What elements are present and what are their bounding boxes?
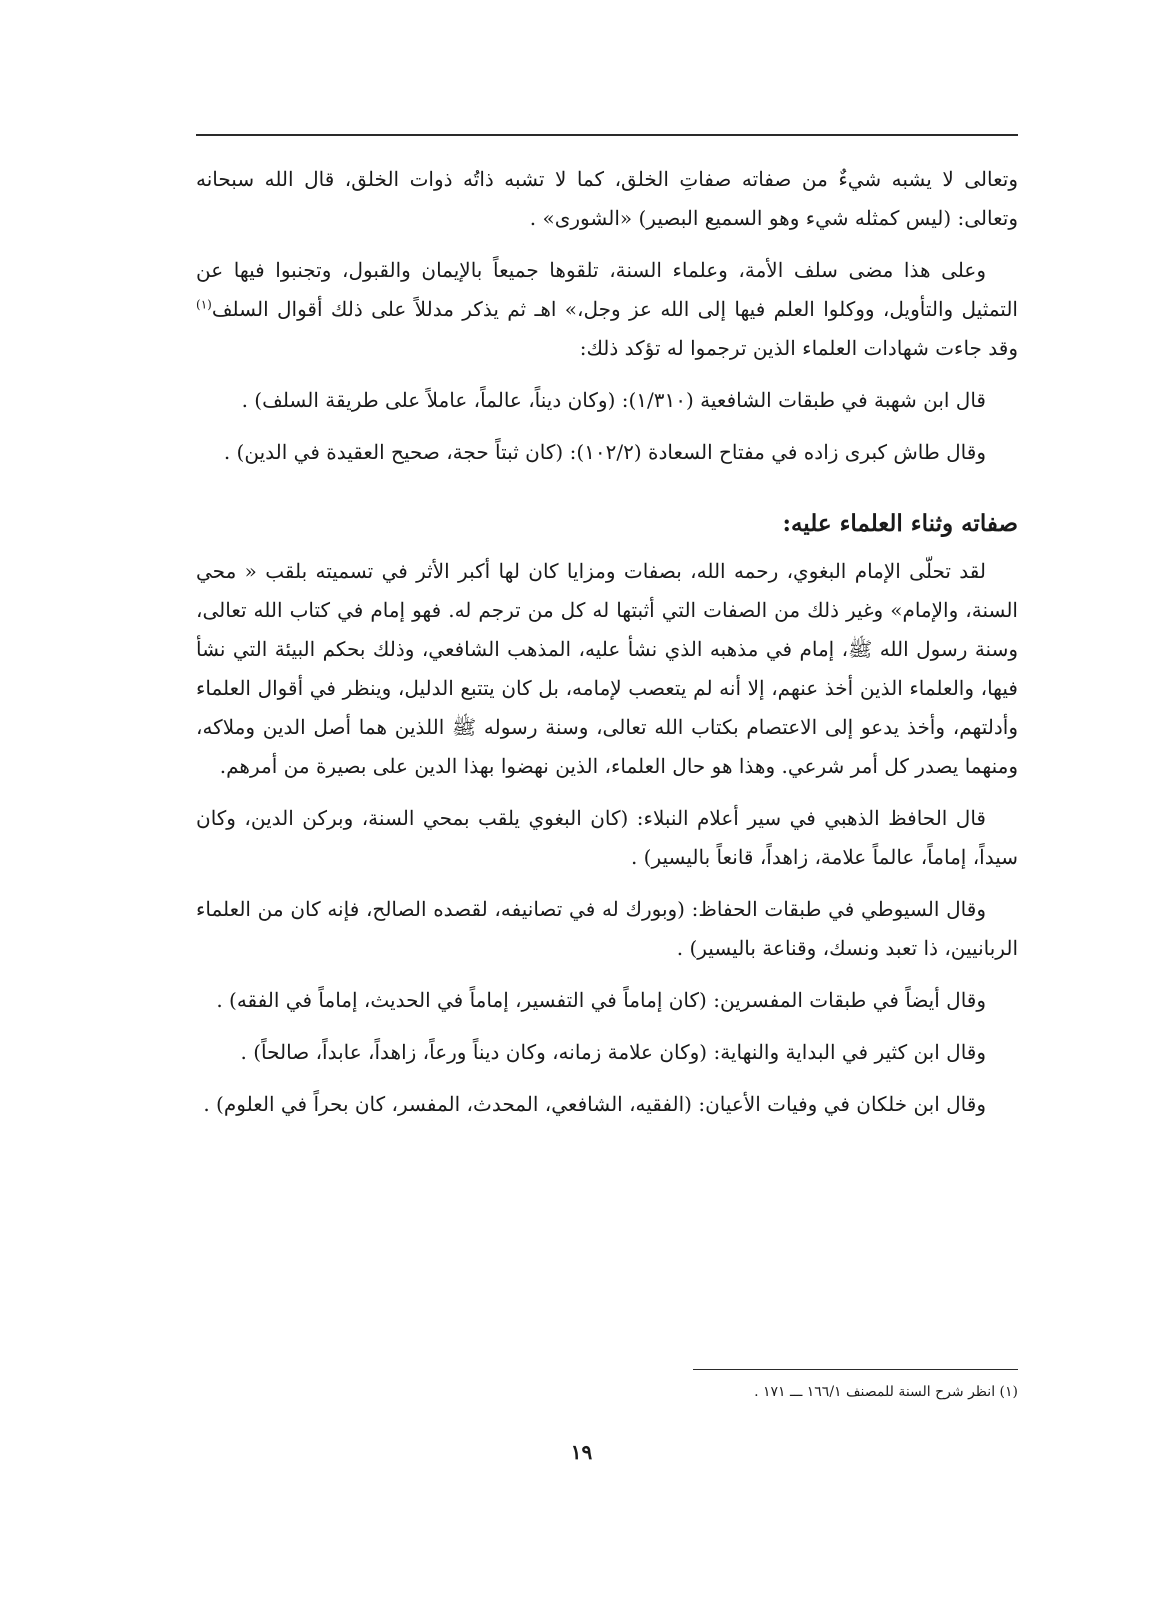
footnote: (١) انظر شرح السنة للمصنف ١٦٦/١ ـــ ١٧١ . [754,1384,1018,1400]
page-body [196,160,1018,1137]
paragraph-salaf-text-a: وعلى هذا مضى سلف الأمة، وعلماء السنة، تلقوها جميعاً بالإيمان والقبول، وتجنبوا فيها عن التمثيل والتأويل، ووكلوا العلم فيها إلى الله عز وجل،» اهـ ثم يذكر مدللاً على ذلك أقوال السلف [196,258,1018,321]
paragraph-salaf [196,251,1018,368]
paragraph-ibn-khallikan: وقال ابن خلكان في وفيات الأعيان: (الفقيه، الشافعي، المحدث، المفسر، كان بحراً في العلوم) . [203,1092,986,1116]
paragraph-suyuti-huffaz: وقال السيوطي في طبقات الحفاظ: (وبورك له في تصانيفه، لقصده الصالح، فإنه كان من العلماء الربانيين، ذا تعبد ونسك، وقناعة باليسير) . [196,897,1018,960]
page-number: ١٩ [570,1440,593,1464]
paragraph-salaf-text-b: وقد جاءت شهادات العلماء الذين ترجموا له تؤكد ذلك: [579,336,1018,360]
top-divider-line [196,134,1018,136]
paragraph-ibn-shuhba: قال ابن شهبة في طبقات الشافعية (١/٣١٠): (وكان ديناً، عالماً، عاملاً على طريقة السلف) . [241,388,986,412]
section-heading: صفاته وثناء العلماء عليه: [782,510,1018,537]
paragraph-imam-qualities: لقد تحلّى الإمام البغوي، رحمه الله، بصفات ومزايا كان لها أكبر الأثر في تسميته بلقب « محي السنة، والإمام» وغير ذلك من الصفات التي أثبتها له كل من ترجم له. فهو إمام في كتاب الله تعالى، وسنة رسول الله ﷺ، إمام في مذهبه الذي نشأ عليه، المذهب الشافعي، وذلك بحكم البيئة التي نشأ فيها، والعلماء الذين أخذ عنهم، إلا أنه لم يتعصب لإمامه، بل كان يتتبع الدليل، وينظر في أقوال العلماء وأدلتهم، وأخذ يدعو إلى الاعتصام بكتاب الله تعالى، وسنة رسوله ﷺ اللذين هما أصل الدين وملاكه، ومنهما يصدر كل أمر شرعي. وهذا هو حال العلماء، الذين نهضوا بهذا الدين على بصيرة من أمرهم. [196,559,1018,778]
paragraph-attributes: وتعالى لا يشبه شيءٌ من صفاته صفاتِ الخلق، كما لا تشبه ذاتُه ذوات الخلق، قال الله سبحانه وتعالى: (ليس كمثله شيء وهو السميع البصير) «الشورى» . [196,167,1018,230]
paragraph-ibn-kathir: وقال ابن كثير في البداية والنهاية: (وكان علامة زمانه، وكان ديناً ورعاً، زاهداً، عابداً، صالحاً) . [240,1040,986,1064]
paragraph-tash-kubra: وقال طاش كبرى زاده في مفتاح السعادة (١٠٢/٢): (كان ثبتاً حجة، صحيح العقيدة في الدين) . [223,440,986,464]
footnote-reference-1: (١) [196,297,212,312]
paragraph-dhahabi: قال الحافظ الذهبي في سير أعلام النبلاء: (كان البغوي يلقب بمحي السنة، وبركن الدين، وكان سيداً، إماماً، عالماً علامة، زاهداً، قانعاً باليسير) . [196,806,1018,869]
paragraph-suyuti-mufassirin: وقال أيضاً في طبقات المفسرين: (كان إماماً في التفسير، إماماً في الحديث، إماماً في الفقه) . [216,988,986,1012]
footnote-divider-line [693,1369,1018,1370]
